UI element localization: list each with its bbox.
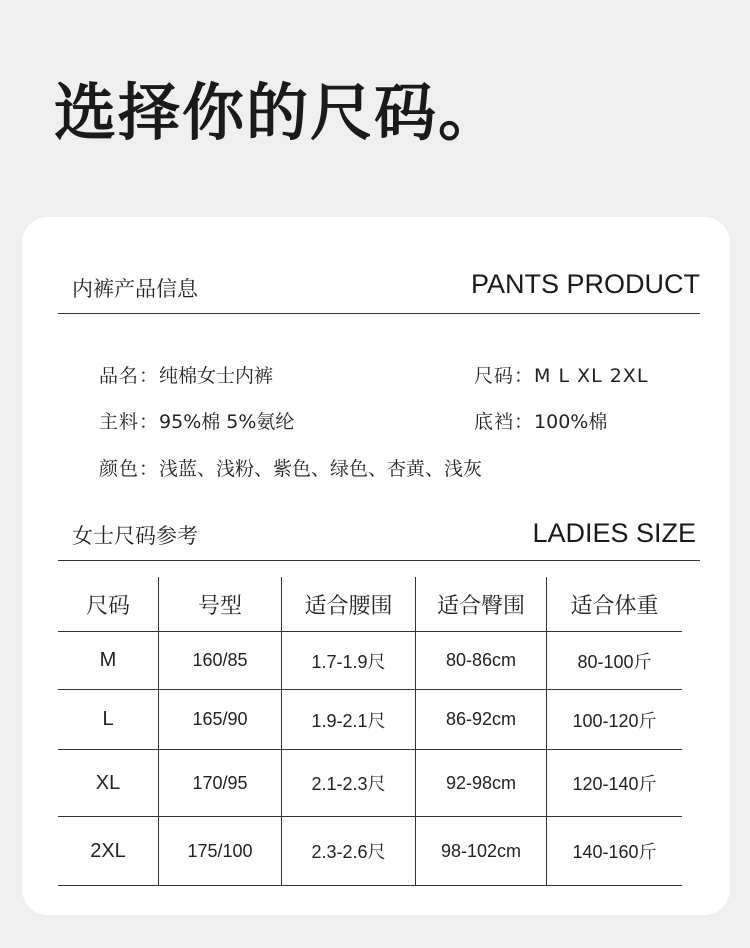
cell-waist: 2.1-2.3尺: [282, 750, 416, 817]
header-hip: 适合臀围: [416, 577, 547, 632]
size-section-title-en: LADIES SIZE: [532, 518, 696, 548]
cell-size: L: [58, 690, 159, 750]
product-name-label: 品名：: [99, 365, 160, 387]
table-row: [58, 632, 682, 690]
cell-model: 165/90: [159, 690, 282, 750]
product-size-label: 尺码：: [474, 365, 535, 387]
cell-waist: 1.7-1.9尺: [282, 632, 416, 690]
crotch-value: 100%棉: [534, 411, 608, 433]
color-value: 浅蓝、浅粉、紫色、绿色、杏黄、浅灰: [159, 458, 483, 480]
size-table: [58, 577, 682, 886]
color-label: 颜色：: [99, 458, 160, 480]
product-section-title-cn: 内裤产品信息: [72, 277, 198, 301]
cell-model: 160/85: [159, 632, 282, 690]
cell-size: XL: [58, 750, 159, 817]
product-section-header: [58, 267, 700, 314]
crotch-label: 底裆：: [474, 411, 535, 433]
cell-size: 2XL: [58, 817, 159, 886]
header-waist: 适合腰围: [282, 577, 416, 632]
product-card: [22, 217, 730, 915]
cell-waist: 1.9-2.1尺: [282, 690, 416, 750]
cell-size: M: [58, 632, 159, 690]
header-weight: 适合体重: [547, 577, 683, 632]
product-name-value: 纯棉女士内裤: [159, 365, 274, 387]
cell-model: 175/100: [159, 817, 282, 886]
cell-hip: 98-102cm: [416, 817, 547, 886]
table-row: [58, 817, 682, 886]
page-title: 选择你的尺码。: [54, 76, 503, 149]
table-row: [58, 750, 682, 817]
cell-weight: 140-160斤: [547, 817, 683, 886]
cell-hip: 86-92cm: [416, 690, 547, 750]
material-row: [99, 407, 294, 434]
product-name-row: [99, 361, 273, 388]
size-table-header-row: [58, 577, 682, 632]
product-size-value: M L XL 2XL: [534, 365, 649, 387]
header-model: 号型: [159, 577, 282, 632]
crotch-row: [474, 407, 607, 434]
cell-hip: 80-86cm: [416, 632, 547, 690]
cell-weight: 80-100斤: [547, 632, 683, 690]
material-label: 主料：: [99, 411, 160, 433]
size-section-title-cn: 女士尺码参考: [72, 524, 198, 548]
cell-weight: 120-140斤: [547, 750, 683, 817]
cell-weight: 100-120斤: [547, 690, 683, 750]
table-row: [58, 690, 682, 750]
header-size: 尺码: [85, 593, 130, 619]
cell-hip: 92-98cm: [416, 750, 547, 817]
cell-waist: 2.3-2.6尺: [282, 817, 416, 886]
product-section-title-en: PANTS PRODUCT: [470, 269, 700, 299]
color-row: [99, 454, 482, 481]
cell-model: 170/95: [159, 750, 282, 817]
product-size-row: [474, 361, 648, 388]
size-section-header: [58, 516, 700, 561]
material-value: 95%棉 5%氨纶: [159, 411, 295, 433]
